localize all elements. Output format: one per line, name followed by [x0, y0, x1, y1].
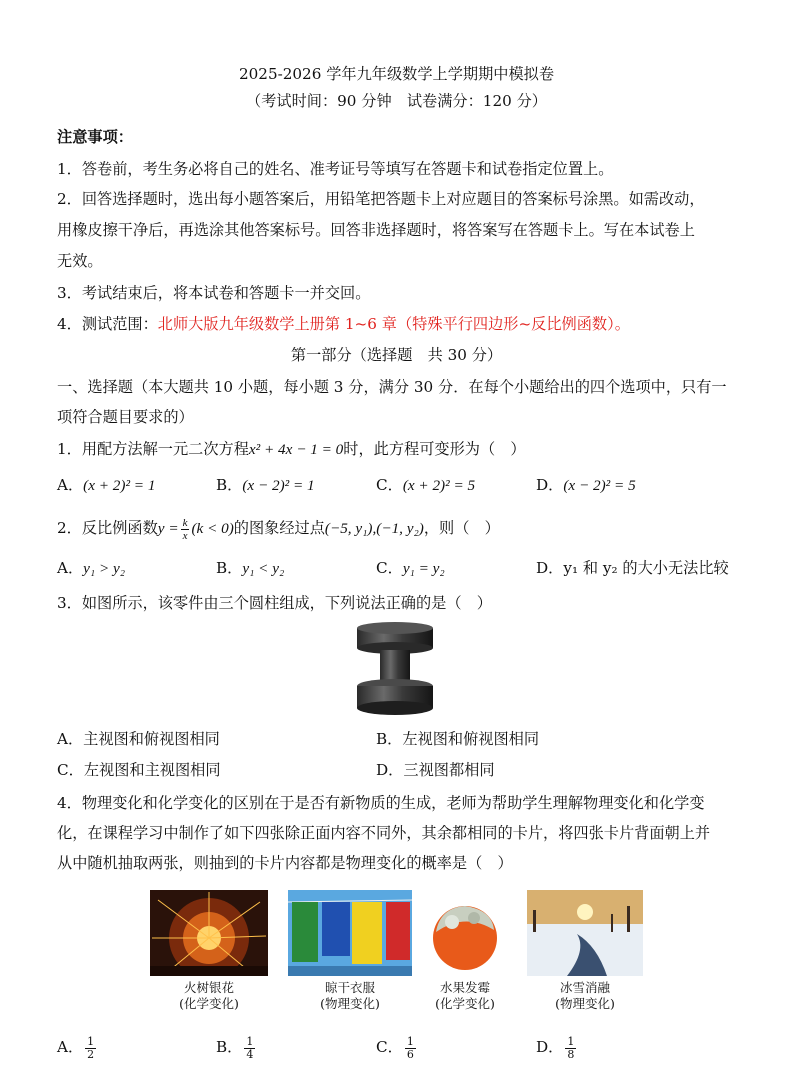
- q1-option-a[interactable]: A．(x + 2)² = 1: [57, 476, 156, 494]
- cylinder-part-figure: [355, 620, 435, 718]
- q3-option-a[interactable]: A．主视图和俯视图相同: [57, 730, 220, 748]
- question-3-stem: 3．如图所示，该零件由三个圆柱组成，下列说法正确的是（ ）: [57, 594, 492, 612]
- q2-suffix: ，则（ ）: [423, 519, 500, 537]
- notice-item-4: [57, 313, 741, 335]
- notice-item-1: 1．答卷前，考生务必将自己的姓名、准考证号等填写在答题卡和试卷指定位置上。: [57, 160, 614, 178]
- q1-prefix: 1．用配方法解一元二次方程: [57, 440, 249, 458]
- q2-option-c[interactable]: C．y₁ = y₂: [376, 559, 445, 577]
- q3-option-c[interactable]: C．左视图和主视图相同: [57, 761, 221, 779]
- q4-option-a[interactable]: A． $\frac{1}{2}$: [57, 1034, 95, 1061]
- question-1-stem: [57, 438, 741, 461]
- notice-item-2-end: 无效。: [57, 252, 103, 270]
- q3-option-b[interactable]: B．左视图和俯视图相同: [376, 730, 540, 748]
- section-instruction-1: 一、选择题（本大题共 10 小题，每小题 3 分，满分 30 分．在每个小题给出的四个选项中，只有一: [57, 378, 727, 396]
- notice-item-2: 2．回答选择题时，选出每小题答案后，用铅笔把答题卡上对应题目的答案标号涂黑。如需改动，: [57, 190, 705, 208]
- card-fireworks-caption: 火树银花 (化学变化): [179, 980, 239, 1011]
- q2-points: (−5, y₁),(−1, y₂): [324, 520, 424, 537]
- test-range: 北师大版九年级数学上册第 1~6 章（特殊平行四边形~反比例函数）。: [157, 315, 630, 333]
- drying-clothes-card-image: [288, 890, 412, 976]
- notice-heading: 注意事项：: [57, 128, 133, 146]
- question-4-stem-2: 化，在课程学习中制作了如下四张除正面内容不同外，其余都相同的卡片，将四张卡片背面朝上并: [57, 824, 711, 842]
- q2-func-lhs: y =: [157, 520, 179, 537]
- q1-equation: x² + 4x − 1 = 0: [248, 441, 344, 458]
- card-snow-caption: 冰雪消融 (物理变化): [555, 980, 615, 1011]
- section-instruction-2: 项符合题目要求的）: [57, 408, 194, 426]
- notice-item-4-prefix: 4．测试范围：: [57, 315, 158, 333]
- exam-title: 2025-2026 学年九年级数学上学期期中模拟卷: [238, 65, 555, 83]
- q1-option-b[interactable]: B．(x − 2)² = 1: [216, 476, 315, 494]
- q1-option-c[interactable]: C．(x + 2)² = 5: [376, 476, 476, 494]
- notice-item-2-cont: 用橡皮擦干净后，再选涂其他答案标号。回答非选择题时，将答案写在答题卡上。写在本试卷上: [57, 221, 695, 239]
- question-4-stem-3: 从中随机抽取两张，则抽到的卡片内容都是物理变化的概率是（ ）: [57, 854, 513, 872]
- q2-option-d[interactable]: D．y₁ 和 y₂ 的大小无法比较: [536, 559, 729, 577]
- q4-option-d[interactable]: D． $\frac{1}{8}$: [536, 1034, 575, 1061]
- card-clothes-caption: 晾干衣服 (物理变化): [320, 980, 380, 1011]
- q3-option-d[interactable]: D．三视图都相同: [376, 761, 495, 779]
- melting-snow-card-image: [527, 890, 643, 976]
- moldy-fruit-card-image: [432, 902, 498, 974]
- question-4-stem-1: 4．物理变化和化学变化的区别在于是否有新物质的生成，老师为帮助学生理解物理变化和化学变: [57, 794, 705, 812]
- q4-option-b[interactable]: B． $\frac{1}{4}$: [216, 1034, 254, 1061]
- q2-option-a[interactable]: A．y₁ > y₂: [57, 559, 126, 577]
- q2-fraction: $\frac{k}{x}$: [182, 516, 188, 542]
- question-2-stem: [57, 513, 741, 543]
- exam-subtitle: （考试时间：90 分钟 试卷满分：120 分）: [246, 92, 547, 110]
- q2-middle: 的图象经过点: [233, 519, 325, 537]
- q1-option-d[interactable]: D．(x − 2)² = 5: [536, 476, 636, 494]
- fireworks-card-image: [150, 890, 268, 976]
- card-fruit-caption: 水果发霉 (化学变化): [435, 980, 495, 1011]
- q4-option-c[interactable]: C． $\frac{1}{6}$: [376, 1034, 414, 1061]
- part1-heading: 第一部分（选择题 共 30 分）: [290, 346, 503, 364]
- q2-prefix: 2．反比例函数: [57, 519, 158, 537]
- q2-condition: (k < 0): [191, 520, 234, 537]
- notice-item-3: 3．考试结束后，将本试卷和答题卡一并交回。: [57, 284, 371, 302]
- q2-option-b[interactable]: B．y₁ < y₂: [216, 559, 285, 577]
- q1-suffix: 时，此方程可变形为（ ）: [343, 440, 526, 458]
